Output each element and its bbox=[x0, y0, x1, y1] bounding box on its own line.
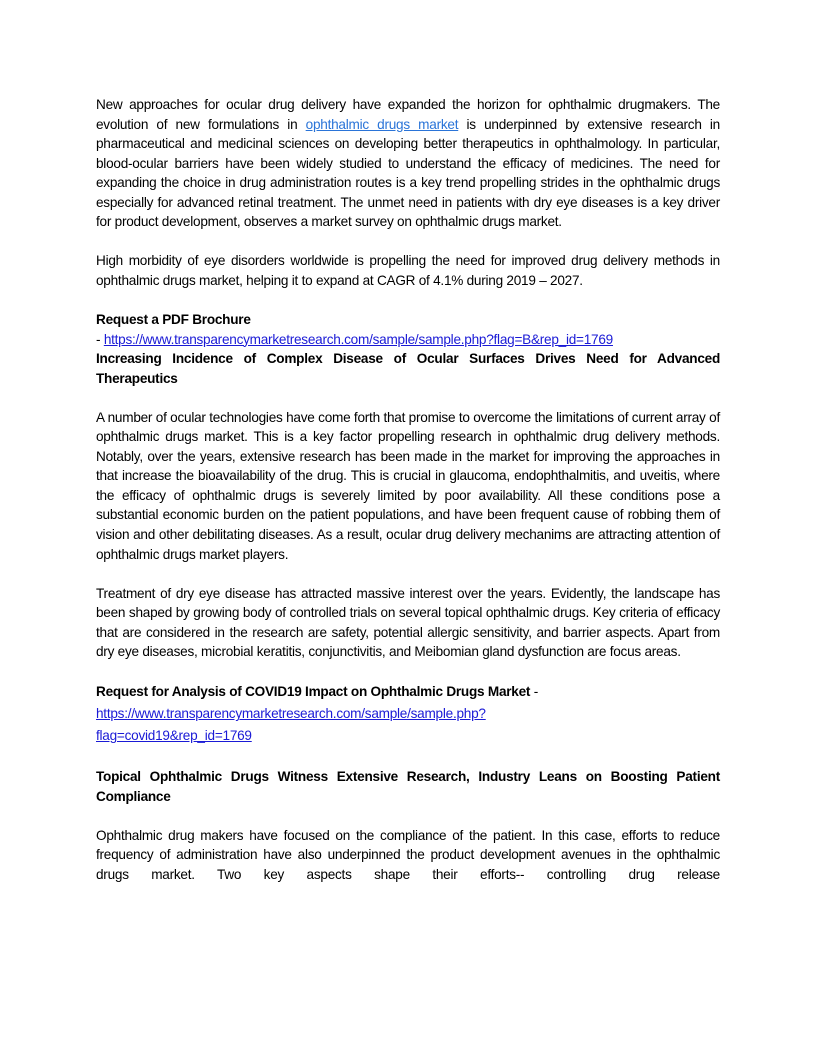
covid-url-line1 bbox=[96, 703, 720, 725]
section2-paragraph1: Ophthalmic drug makers have focused on the compliance of the patient. In this case, efforts to reduce frequency of administration have also underpinned the product development avenues in the ophthalmic drugs market. Two key aspects shape their efforts-- controlling drug release bbox=[96, 827, 720, 882]
spacer bbox=[96, 747, 720, 767]
spacer bbox=[96, 388, 720, 408]
brochure-prefix: - bbox=[96, 331, 104, 347]
covid-url-link-part2[interactable]: flag=covid19&rep_id=1769 bbox=[96, 728, 252, 744]
brochure-link-line bbox=[96, 330, 720, 350]
section1-heading: Increasing Incidence of Complex Disease of Ocular Surfaces Drives Need for Advanced Therapeutics bbox=[96, 351, 720, 386]
spacer bbox=[96, 290, 720, 310]
spacer bbox=[96, 662, 720, 682]
section1-paragraph2: Treatment of dry eye disease has attracted massive interest over the years. Evidently, the landscape has been shaped by growing body of controlled trials on several topical ophthalmic drugs. Key criteria of efficacy that are considered in the research are safety, potential allergic sensitivity, and barrier aspects. Apart from dry eye diseases, microbial keratitis, conjunctivitis, and Meibomian gland dysfunction are focus areas. bbox=[96, 585, 720, 660]
covid-heading-line bbox=[96, 681, 720, 703]
ophthalmic-drugs-market-link[interactable]: ophthalmic drugs market bbox=[305, 116, 459, 132]
brochure-heading: Request a PDF Brochure bbox=[96, 312, 251, 328]
intro-text-after-link: is underpinned by extensive research in pharmaceutical and medicinal sciences on developing better therapeutics in ophthalmology. In particular, blood-ocular barriers have been widely studied to understand the efficacy of medicines. The need for expanding the choice in drug administration routes is a key trend propelling strides in the ophthalmic drugs especially for advanced retinal treatment. The unmet need in patients with dry eye diseases is a key driver for product development, observes a market survey on ophthalmic drugs market. bbox=[96, 116, 720, 230]
spacer bbox=[96, 564, 720, 584]
covid-url-link-part1[interactable]: https://www.transparencymarketresearch.com/sample/sample.php? bbox=[96, 706, 486, 722]
document-page bbox=[96, 95, 720, 884]
spacer bbox=[96, 806, 720, 826]
covid-request-block bbox=[96, 681, 720, 747]
intro-paragraph bbox=[96, 95, 720, 232]
spacer bbox=[96, 232, 720, 252]
section2-heading: Topical Ophthalmic Drugs Witness Extensive Research, Industry Leans on Boosting Patient Compliance bbox=[96, 768, 720, 804]
covid-separator: - bbox=[530, 684, 539, 700]
covid-url-line2 bbox=[96, 725, 720, 747]
covid-heading: Request for Analysis of COVID19 Impact on Ophthalmic Drugs Market bbox=[96, 684, 531, 700]
intro-text-before-link: New approaches for ocular drug delivery have expanded the horizon for ophthalmic drugmakers. The evolution of new formulations in bbox=[96, 97, 720, 132]
cagr-paragraph: High morbidity of eye disorders worldwide is propelling the need for improved drug delivery methods in ophthalmic drugs market, helping it to expand at CAGR of 4.1% during 2019 – 2027. bbox=[96, 253, 720, 288]
section1-paragraph1: A number of ocular technologies have come forth that promise to overcome the limitations of current array of ophthalmic drugs market. This is a key factor propelling research in ophthalmic drug delivery methods. Notably, over the years, extensive research has been made in the market for improving the approaches in that increase the bioavailability of the drug. This is crucial in glaucoma, endophthalmitis, and uveitis, where the efficacy of ophthalmic drugs is severely limited by poor availability. All these conditions pose a substantial economic burden on the patient populations, and have been frequent cause of robbing them of vision and other debilitating diseases. As a result, ocular drug delivery mechanims are attracting attention of ophthalmic drugs market players. bbox=[96, 409, 720, 562]
brochure-url-link[interactable]: https://www.transparencymarketresearch.com/sample/sample.php?flag=B&rep_id=1769 bbox=[103, 331, 613, 347]
